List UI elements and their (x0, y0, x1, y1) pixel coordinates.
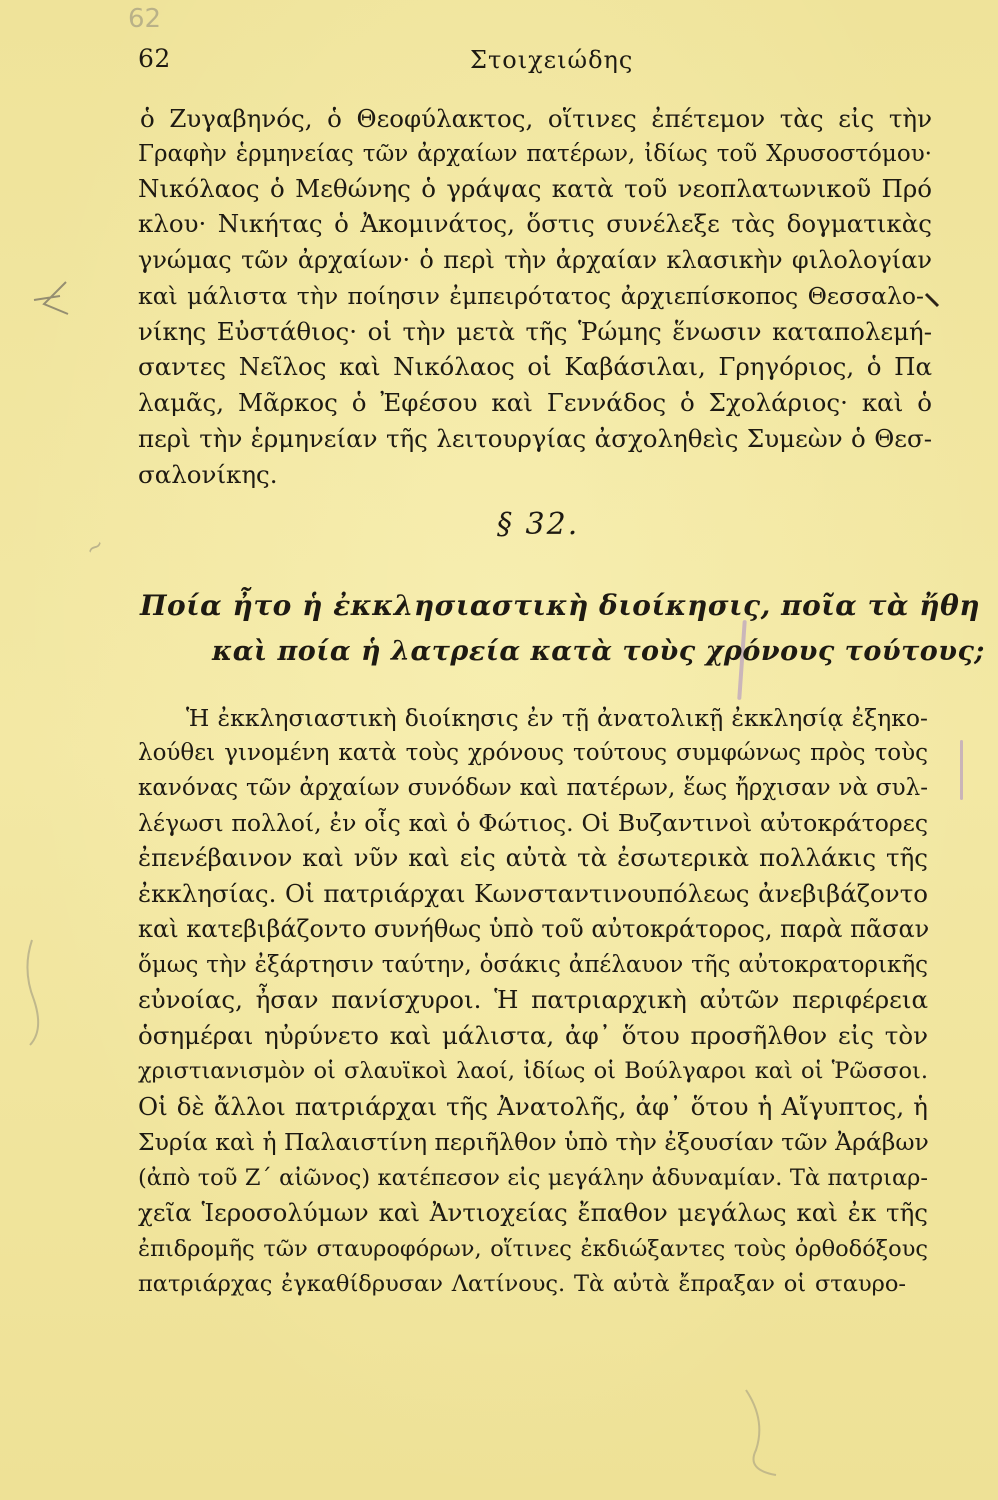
pencil-page-note: 62 (128, 4, 162, 34)
text-line: εὐνοίας, ἦσαν πανίσχυροι. Ἡ πατριαρχικὴ αὐτῶν περιφέρεια (138, 985, 928, 1014)
text-line: καὶ μάλιστα τὴν ποίησιν ἐμπειρότατος ἀρχιεπίσκοπος Θεσσαλο- (138, 282, 924, 310)
text-line: Νικόλαος ὁ Μεθώνης ὁ γράψας κατὰ τοῦ νεοπλατωνικοῦ Πρό (138, 174, 932, 203)
text-line: ὅμως τὴν ἐξάρτησιν ταύτην, ὁσάκις ἀπέλαυον τῆς αὐτοκρατορικῆς (138, 952, 928, 978)
text-line: Οἱ δὲ ἄλλοι πατριάρχαι τῆς Ἀνατολῆς, ἀφ᾽ ὅτου ἡ Αἴγυπτος, ἡ (138, 1092, 928, 1121)
running-head: Στοιχειώδης (470, 46, 634, 74)
pencil-bottom-scribble (736, 1380, 796, 1480)
section-heading-line-2: καὶ ποία ἡ λατρεία κατὰ τοὺς χρόνους τούτους; (212, 636, 985, 667)
text-line: χριστιανισμὸν οἱ σλαυϊκοὶ λαοί, ἰδίως οἱ Βούλγαροι καὶ οἱ Ῥῶσσοι. (138, 1058, 928, 1084)
text-line: Γραφὴν ἑρμηνείας τῶν ἀρχαίων πατέρων, ἰδίως τοῦ Χρυσοστόμου· (138, 141, 932, 167)
text-line: λούθει γινομένη κατὰ τοὺς χρόνους τούτους συμφώνως πρὸς τοὺς (138, 740, 928, 766)
text-line: καὶ κατεβιβάζοντο συνήθως ὑπὸ τοῦ αὐτοκράτορος, παρὰ πᾶσαν (138, 915, 930, 943)
text-line: λέγωσι πολλοί, ἐν οἷς καὶ ὁ Φώτιος. Οἱ Βυζαντινοὶ αὐτοκράτορες (138, 809, 928, 837)
text-line: πατριάρχας ἐγκαθίδρυσαν Λατίνους. Τὰ αὐτὰ ἔπραξαν οἱ σταυρο- (138, 1271, 906, 1297)
page-number: 62 (138, 44, 171, 73)
section-heading-line-1: Ποία ἦτο ἡ ἐκκλησιαστικὴ διοίκησις, ποῖα τὰ ἤθη (140, 589, 981, 622)
text-line: Συρία καὶ ἡ Παλαιστίνη περιῆλθον ὑπὸ τὴν ἐξουσίαν τῶν Ἀράβων (138, 1128, 929, 1156)
margin-right-tick (924, 290, 944, 310)
violet-pencil-mark-right (960, 740, 963, 800)
text-line: περὶ τὴν ἑρμηνείαν τῆς λειτουργίας ἀσχοληθεὶς Συμεὼν ὁ Θεσ- (138, 424, 932, 453)
text-line: ἐπιδρομῆς τῶν σταυροφόρων, οἵτινες ἐκδιώξαντες τοὺς ὀρθοδόξους (138, 1236, 928, 1262)
text-line: κλου· Νικήτας ὁ Ἀκομινάτος, ὅστις συνέλεξε τὰς δογματικὰς (138, 209, 932, 238)
text-line: (ἀπὸ τοῦ Ζ´ αἰῶνος) κατέπεσον εἰς μεγάλην ἀδυναμίαν. Τὰ πατριαρ- (138, 1165, 928, 1191)
text-line: ἐκκλησίας. Οἱ πατριάρχαι Κωνσταντινουπόλεως ἀνεβιβάζοντο (138, 879, 928, 908)
text-line: ἐπενέβαινον καὶ νῦν καὶ εἰς αὐτὰ τὰ ἐσωτερικὰ πολλάκις τῆς (138, 843, 928, 872)
text-line: ὁσημέραι ηὐρύνετο καὶ μάλιστα, ἀφ᾽ ὅτου προσῆλθον εἰς τὸν (138, 1021, 928, 1050)
text-line: κανόνας τῶν ἀρχαίων συνόδων καὶ πατέρων, ἕως ἤρχισαν νὰ συλ- (138, 775, 928, 801)
section-number: § 32. (497, 507, 580, 542)
pencil-margin-scribble: ~ (80, 531, 110, 564)
text-line: χεῖα Ἱεροσολύμων καὶ Ἀντιοχείας ἔπαθον μεγάλως καὶ ἐκ τῆς (138, 1198, 928, 1227)
margin-cross-mark (30, 278, 90, 318)
text-line: σαντες Νεῖλος καὶ Νικόλαος οἱ Καβάσιλαι, Γρηγόριος, ὁ Πα (138, 352, 932, 381)
text-line: γνώμας τῶν ἀρχαίων· ὁ περὶ τὴν ἀρχαίαν κλασικὴν φιλολογίαν (138, 246, 932, 274)
pencil-vertical-scribble (14, 930, 54, 1050)
text-line: Ἡ ἐκκλησιαστικὴ διοίκησις ἐν τῇ ἀνατολικῇ ἐκκλησίᾳ ἐξηκο- (186, 704, 928, 732)
text-line: σαλονίκης. (138, 460, 278, 489)
text-line: νίκης Εὐστάθιος· οἱ τὴν μετὰ τῆς Ῥώμης ἕνωσιν καταπολεμή- (138, 317, 932, 346)
page-header (138, 44, 938, 78)
text-line: ὁ Ζυγαβηνός, ὁ Θεοφύλακτος, οἵτινες ἐπέτεμον τὰς εἰς τὴν (140, 104, 932, 133)
text-line: λαμᾶς, Μᾶρκος ὁ Ἐφέσου καὶ Γεννάδος ὁ Σχολάριος· καὶ ὁ (138, 388, 932, 417)
